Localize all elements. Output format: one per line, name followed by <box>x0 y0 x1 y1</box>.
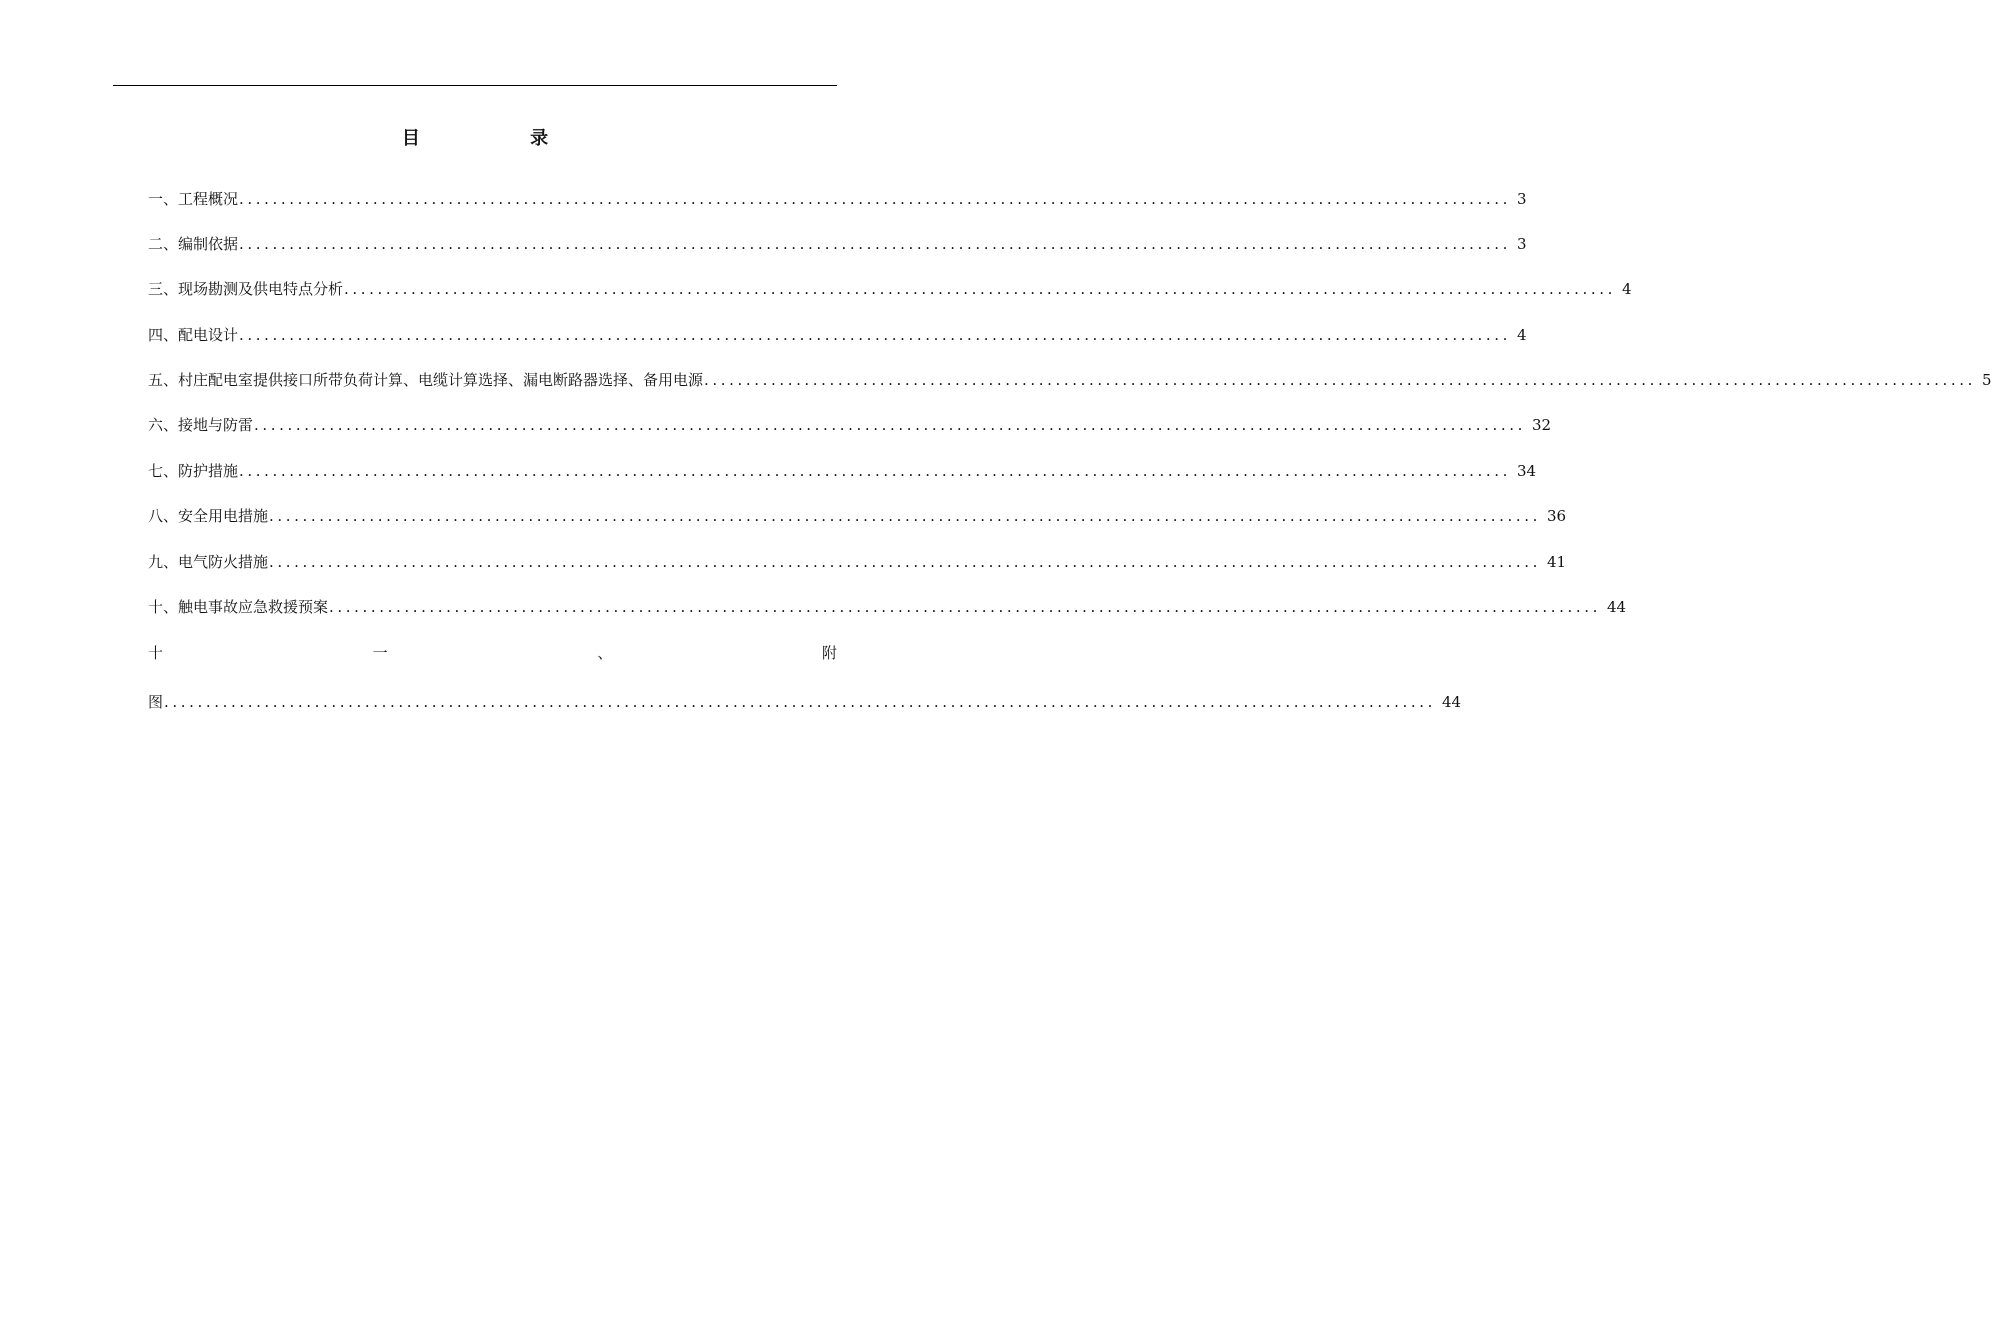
toc-page-number: 4 <box>1621 280 1632 298</box>
toc-page-number: 32 <box>1531 416 1552 434</box>
toc-page-number: 4 <box>1516 326 1527 344</box>
toc-leader-dots: ........................................................................................................................................................ <box>269 507 1541 525</box>
toc-entry[interactable] <box>148 278 1632 300</box>
toc-leader-dots: ........................................................................................................................................................ <box>269 553 1541 571</box>
toc-entry[interactable] <box>148 596 1627 618</box>
toc-entry-label: 一、工程概况 <box>148 190 239 208</box>
toc-entry[interactable] <box>148 233 1527 255</box>
toc-page-number: 3 <box>1516 190 1527 208</box>
toc-entry[interactable] <box>148 414 1552 436</box>
toc-entry[interactable] <box>148 369 1992 391</box>
toc-entry-label: 六、接地与防雷 <box>148 416 254 434</box>
toc-entry-label: 四、配电设计 <box>148 326 239 344</box>
toc-entry-label: 图 <box>148 693 164 711</box>
toc-entry-label: 三、现场勘测及供电特点分析 <box>148 280 344 298</box>
toc-heading-char: 十 <box>148 644 164 662</box>
toc-leader-dots: ........................................................................................................................................................ <box>239 326 1511 344</box>
toc-entry-label: 九、电气防火措施 <box>148 553 269 571</box>
toc-leader-dots: ........................................................................................................................................................ <box>239 462 1511 480</box>
toc-page-number: 44 <box>1441 693 1462 711</box>
toc-page-number: 3 <box>1516 235 1527 253</box>
toc-page-number: 5 <box>1981 371 1992 389</box>
toc-heading-char: 、 <box>597 644 613 662</box>
toc-entry[interactable] <box>148 551 1567 573</box>
toc-entry[interactable] <box>148 460 1537 482</box>
page-title: 目 录 <box>401 128 601 149</box>
toc-page-number: 34 <box>1516 462 1537 480</box>
toc-heading-char: 附 <box>821 644 837 662</box>
toc-leader-dots: ........................................................................................................................................................ <box>254 416 1526 434</box>
toc-entry[interactable] <box>148 188 1527 210</box>
toc-entry-label: 八、安全用电措施 <box>148 507 269 525</box>
toc-entry-label: 十、触电事故应急救援预案 <box>148 598 329 616</box>
toc-heading-char: 一 <box>372 644 388 662</box>
toc-entry[interactable] <box>148 691 1462 713</box>
toc-entry-label: 二、编制依据 <box>148 235 239 253</box>
toc-page-number: 41 <box>1546 553 1567 571</box>
toc-entry-justified-heading[interactable] <box>148 642 837 664</box>
toc-entry[interactable] <box>148 505 1567 527</box>
toc-leader-dots: ........................................................................................................................................................ <box>329 598 1601 616</box>
toc-entry[interactable] <box>148 324 1527 346</box>
toc-leader-dots: ........................................................................................................................................................ <box>239 235 1511 253</box>
toc-page-number: 36 <box>1546 507 1567 525</box>
toc-entry-label: 七、防护措施 <box>148 462 239 480</box>
toc-leader-dots: ........................................................................................................................................................ <box>239 190 1511 208</box>
toc-page-number: 44 <box>1606 598 1627 616</box>
toc-leader-dots: ........................................................................................................................................................ <box>344 280 1616 298</box>
toc-leader-dots: ........................................................................................................................................................ <box>164 693 1436 711</box>
toc-leader-dots: ........................................................................................................................................................ <box>704 371 1976 389</box>
toc-entry-label: 五、村庄配电室提供接口所带负荷计算、电缆计算选择、漏电断路器选择、备用电源 <box>148 371 704 389</box>
